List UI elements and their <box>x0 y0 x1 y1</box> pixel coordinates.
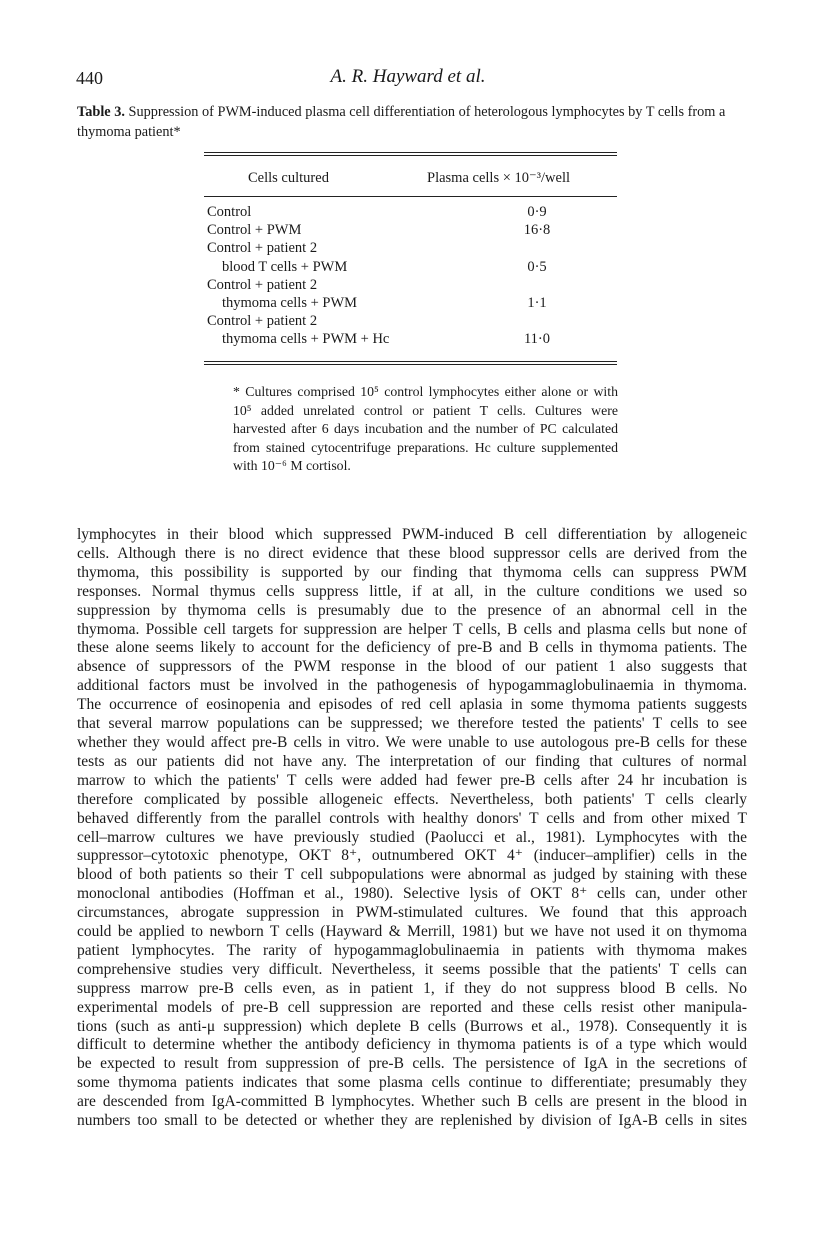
table-row <box>207 258 617 276</box>
body-line: could be applied to newborn T cells (Hayward & Merrill, 1981) but we have not used it on thymoma <box>77 923 747 941</box>
body-line: comprehensive studies very difficult. Nevertheless, it seems possible that the patients' T cells can <box>77 960 747 978</box>
body-line: thymoma. Possible cell targets for suppression are helper T cells, B cells and plasma cells but none of <box>77 620 747 638</box>
body-line: blood of both patients so their T cell subpopulations were abnormal as judged by staining with these <box>77 866 747 884</box>
column-header-cells: Cells cultured <box>248 170 329 186</box>
body-line: experimental models of pre-B cell suppression are reported and these cells resist other manipula- <box>77 998 747 1016</box>
table-cell-label: thymoma cells + PWM <box>222 294 358 311</box>
table-caption <box>77 102 747 142</box>
table-row <box>207 221 617 239</box>
body-line: cells. Although there is no direct evidence that these blood suppressor cells are derived from the <box>77 544 747 562</box>
table-header-rule <box>204 196 617 197</box>
table-label: Table 3. <box>77 104 125 120</box>
body-line: patient lymphocytes. The rarity of hypogammaglobulinaemia in patients with thymoma makes <box>77 941 747 959</box>
body-line: numbers too small to be detected or whether they are replenished by division of IgA-B cells in sites <box>77 1112 747 1130</box>
table-cell-value <box>507 239 567 257</box>
table-cell-value: 0·9 <box>527 204 547 220</box>
table-row <box>207 294 617 312</box>
body-line: difficult to determine whether the antibody deficiency in thymoma patients is of a type which would <box>77 1036 747 1054</box>
body-line: circumstances, abrogate suppression in PWM-stimulated cultures. We found that this approach <box>77 904 747 922</box>
table-top-rule <box>204 152 617 153</box>
table-cell-value <box>507 312 567 330</box>
table-row <box>207 330 617 348</box>
page-number: 440 <box>76 68 103 88</box>
table-row <box>207 239 617 257</box>
table-cell-label: thymoma cells + PWM + Hc <box>222 331 390 348</box>
body-line: some thymoma patients indicates that some plasma cells continue to differentiate; presumably they <box>77 1074 747 1092</box>
body-line: are descended from IgA-committed B lymphocytes. Whether such B cells are present in the blood in <box>77 1093 747 1111</box>
table-cell-label: Control + PWM <box>207 222 302 239</box>
table-row <box>207 276 617 294</box>
body-line: tests as our patients did not have any. The interpretation of our finding that cultures of normal <box>77 752 747 770</box>
table-cell-value <box>507 276 567 294</box>
body-line: thymoma, this possibility is supported by our finding that thymoma cells can suppress PWM <box>77 563 747 581</box>
table-caption-text: Suppression of PWM-induced plasma cell differentiation of heterologous lymphocytes by T cells from a thymoma patient* <box>77 104 726 140</box>
table-footnote <box>233 383 618 476</box>
body-line: responses. Normal thymus cells suppress little, if at all, in the culture conditions we used so <box>77 582 747 600</box>
body-line: The occurrence of eosinopenia and episodes of red cell aplasia in some thymoma patients suggests <box>77 696 747 714</box>
body-line: these alone seems likely to account for the deficiency of pre-B and B cells in thymoma patients. The <box>77 639 747 657</box>
body-line: additional factors must be involved in the pathogenesis of hypogammaglobulinaemia in thymoma. <box>77 677 747 695</box>
footnote-text: * Cultures comprised 10⁵ control lymphocytes either alone or with 10⁵ added unrelated control or patient T cells. Cultures were harvested after 6 days incubation and the number of PC calculated from stained cytocentrifuge preparations. Hc culture supplemented with 10⁻⁶ M cortisol. <box>233 384 618 474</box>
body-line: whether they would affect pre-B cells in vitro. We were unable to use autologous pre-B cells for these <box>77 733 747 751</box>
table-bottom-rule <box>204 361 617 362</box>
table-row <box>207 312 617 330</box>
body-line: absence of suppressors of the PWM response in the blood of our patient 1 also suggests that <box>77 658 747 676</box>
table-cell-label: blood T cells + PWM <box>222 258 348 275</box>
body-line: therefore complicated by possible allogeneic effects. Nevertheless, both patients' T cells clearly <box>77 790 747 808</box>
table-cell-value: 16·8 <box>523 222 551 239</box>
column-header-plasma: Plasma cells × 10⁻³/well <box>427 170 571 186</box>
table-cell-value: 1·1 <box>527 294 547 311</box>
body-line: cell–marrow cultures we have previously studied (Paolucci et al., 1981). Lymphocytes with the <box>77 828 747 846</box>
body-line: behaved differently from the parallel controls with healthy donors' T cells and from other mixed T <box>77 809 747 827</box>
table-cell-value: 0·5 <box>527 258 547 275</box>
table-body <box>207 203 617 349</box>
body-line: marrow to which the patients' T cells were added had fewer pre-B cells after 24 hr incubation is <box>77 771 747 789</box>
body-line: lymphocytes in their blood which suppressed PWM-induced B cell differentiation by allogeneic <box>77 526 747 543</box>
body-line: suppress marrow pre-B cells even, as in patient 1, if they do not suppress blood B cells. No <box>77 979 747 997</box>
body-text <box>77 526 747 1131</box>
table-cell-label: Control + patient 2 <box>207 313 318 330</box>
table-row <box>207 203 617 221</box>
table-cell-label: Control + patient 2 <box>207 240 318 257</box>
table-cell-value: 11·0 <box>523 331 551 348</box>
table-bottom-rule-2 <box>204 364 617 365</box>
body-line: be expected to result from suppression of pre-B cells. The persistence of IgA in the secretions of <box>77 1055 747 1073</box>
body-line: suppression by thymoma cells is presumably due to the presence of an abnormal cell in the <box>77 601 747 619</box>
table-cell-label: Control + patient 2 <box>207 276 318 293</box>
body-line: monoclonal antibodies (Hoffman et al., 1980). Selective lysis of OKT 8⁺ cells can, under other <box>77 885 747 903</box>
table-top-rule-2 <box>204 155 617 156</box>
body-line: that several marrow populations can be suppressed; we therefore tested the patients' T cells to see <box>77 715 747 733</box>
body-line: suppressor–cytotoxic phenotype, OKT 8⁺, outnumbered OKT 4⁺ (inducer–amplifier) cells in the <box>77 847 747 865</box>
table-cell-label: Control <box>207 204 252 220</box>
running-head: A. R. Hayward et al. <box>330 66 486 87</box>
body-line: tions (such as anti-μ suppression) which deplete B cells (Burrows et al., 1978). Consequently it is <box>77 1017 747 1035</box>
